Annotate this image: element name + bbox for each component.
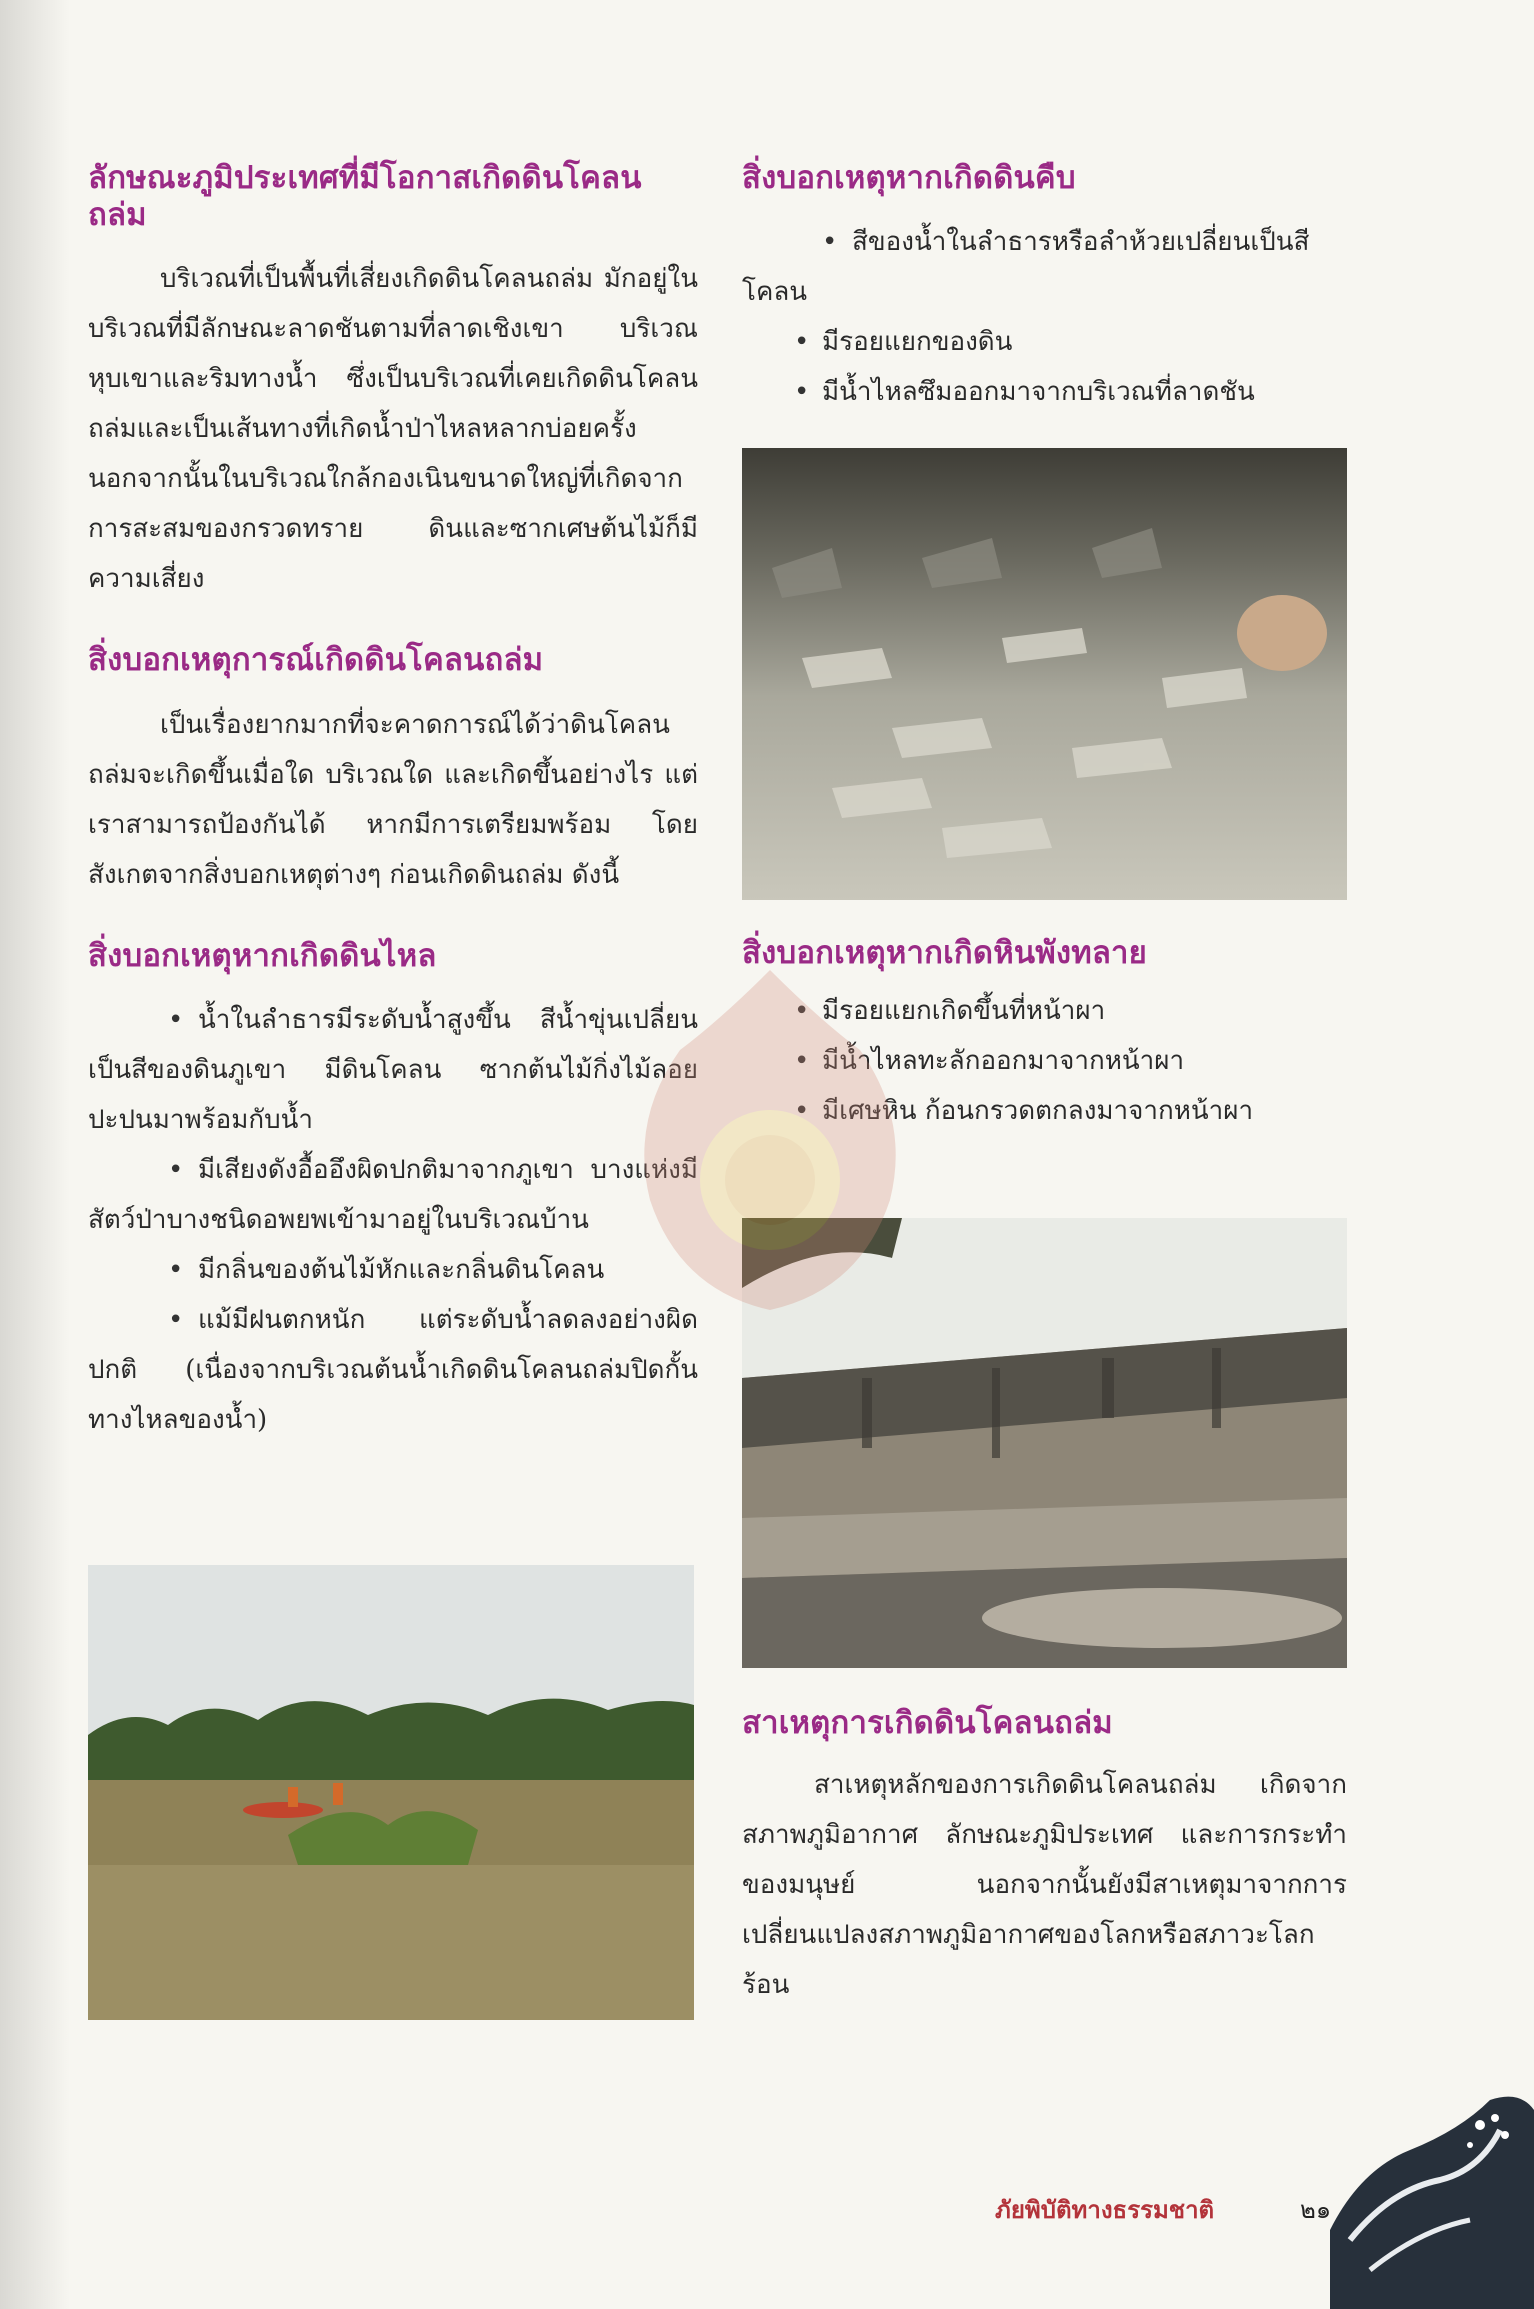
photo-flooded-river xyxy=(88,1565,694,2020)
wave-illustration-icon xyxy=(1330,2090,1534,2309)
list-item: • มีรอยแยกเกิดขึ้นที่หน้าผา xyxy=(742,986,1347,1036)
list-item: • มีรอยแยกของดิน xyxy=(742,317,1347,367)
list-item: • แม้มีฝนตกหนัก แต่ระดับน้ำลดลงอย่างผิดปกติ (เนื่องจากบริเวณต้นน้ำเกิดดินโคลนถล่มปิดกั้นทางไหลของน้ำ) xyxy=(88,1295,698,1445)
list-item: • มีน้ำไหลซึมออกมาจากบริเวณที่ลาดชัน xyxy=(742,367,1347,417)
heading-terrain: ลักษณะภูมิประเทศที่มีโอกาสเกิดดินโคลนถล่ม xyxy=(88,160,642,234)
heading-warning-signs: สิ่งบอกเหตุการณ์เกิดดินโคลนถล่ม xyxy=(88,642,544,679)
section-warning-signs xyxy=(88,642,698,899)
footer-title: ภัยพิบัติทางธรรมชาติ xyxy=(995,2196,1215,2224)
paragraph-warning-signs: เป็นเรื่องยากมากที่จะคาดการณ์ได้ว่าดินโคลนถล่มจะเกิดขึ้นเมื่อใด บริเวณใด และเกิดขึ้นอย่างไร แต่เราสามารถป้องกันได้ หากมีการเตรียมพร้อม โดยสังเกตจากสิ่งบอกเหตุต่างๆ ก่อนเกิดดินถล่ม ดังนี้ xyxy=(88,709,698,890)
section-causes xyxy=(742,1705,1347,2010)
heading-mudflow: สิ่งบอกเหตุหากเกิดดินไหล xyxy=(88,937,437,974)
list-item: • มีเสียงดังอื้ออึงผิดปกติมาจากภูเขา บางแห่งมีสัตว์ป่าบางชนิดอพยพเข้ามาอยู่ในบริเวณบ้าน xyxy=(88,1145,698,1245)
section-soil-creep xyxy=(742,160,1347,417)
page-number: ๒๑ xyxy=(1300,2196,1332,2224)
list-item: • มีเศษหิน ก้อนกรวดตกลงมาจากหน้าผา xyxy=(742,1086,1347,1136)
heading-soil-creep: สิ่งบอกเหตุหากเกิดดินคืบ xyxy=(742,160,1076,196)
right-column xyxy=(742,160,1347,417)
section-mudflow xyxy=(88,938,698,1445)
paragraph-terrain: บริเวณที่เป็นพื้นที่เสี่ยงเกิดดินโคลนถล่ม มักอยู่ในบริเวณที่มีลักษณะลาดชันตามที่ลาดเชิงเขา บริเวณหุบเขาและริมทางน้ำ ซึ่งเป็นบริเวณที่เคยเกิดดินโคลนถล่มและเป็นเส้นทางที่เกิดน้ำป่าไหลหลากบ่อยครั้ง นอกจากนั้นในบริเวณใกล้กองเนินขนาดใหญ่ที่เกิดจากการสะสมของกรวดทราย ดินและซากเศษต้นไม้ก็มีความเสี่ยง xyxy=(88,264,698,595)
paragraph-causes: สาเหตุหลักของการเกิดดินโคลนถล่ม เกิดจากสภาพภูมิอากาศ ลักษณะภูมิประเทศ และการกระทำของมนุษย์ นอกจากนั้นยังมีสาเหตุมาจากการเปลี่ยนแปลงสภาพภูมิอากาศของโลกหรือสภาวะโลกร้อน xyxy=(742,1770,1347,2001)
list-mudflow xyxy=(88,995,698,1445)
list-item: • น้ำในลำธารมีระดับน้ำสูงขึ้น สีน้ำขุ่นเปลี่ยนเป็นสีของดินภูเขา มีดินโคลน ซากต้นไม้กิ่งไม้ลอยปะปนมาพร้อมกับน้ำ xyxy=(88,995,698,1145)
list-item: • มีกลิ่นของต้นไม้หักและกลิ่นดินโคลน xyxy=(88,1245,698,1295)
section-terrain xyxy=(88,160,698,604)
photo-rock-slope xyxy=(742,448,1347,900)
heading-rockfall: สิ่งบอกเหตุหากเกิดหินพังทลาย xyxy=(742,935,1147,971)
list-item: • สีของน้ำในลำธารหรือลำห้วยเปลี่ยนเป็นสีโคลน xyxy=(742,217,1347,317)
list-item: • มีน้ำไหลทะลักออกมาจากหน้าผา xyxy=(742,1036,1347,1086)
list-soil-creep xyxy=(742,217,1347,417)
heading-causes: สาเหตุการเกิดดินโคลนถล่ม xyxy=(742,1705,1113,1741)
left-column xyxy=(88,160,698,1483)
watermark-seal-icon xyxy=(620,960,920,1320)
page-binding-shadow xyxy=(0,0,70,2309)
